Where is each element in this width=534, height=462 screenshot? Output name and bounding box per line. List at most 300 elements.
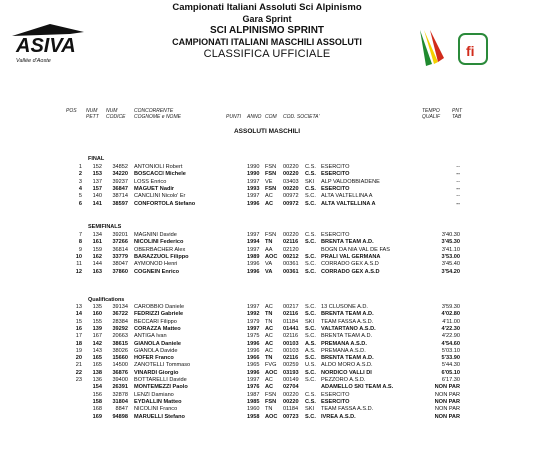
row-code: 39134 bbox=[112, 304, 128, 310]
row-pett: 135 bbox=[92, 304, 102, 310]
row-code: 36814 bbox=[112, 246, 128, 253]
row-time: -- bbox=[456, 185, 460, 192]
table-row bbox=[0, 319, 534, 326]
row-club-code: 00361 bbox=[283, 268, 299, 275]
row-club-code: 02120 bbox=[283, 246, 299, 253]
row-pett: 142 bbox=[92, 340, 102, 347]
row-name: GIANOLA Daniele bbox=[134, 340, 182, 347]
row-club-code: 00212 bbox=[283, 253, 299, 260]
table-row bbox=[0, 311, 534, 318]
row-team: 13 CLUSONE A.D. bbox=[321, 304, 368, 310]
row-name: HOFER Franco bbox=[134, 355, 174, 362]
row-club-code: 00723 bbox=[283, 413, 299, 420]
row-club-type: SKI bbox=[305, 178, 315, 185]
table-row bbox=[0, 414, 534, 421]
table-row bbox=[0, 304, 534, 311]
row-team: BRENTA TEAM A.D. bbox=[321, 333, 373, 340]
row-team: PREMANA A.S.D. bbox=[321, 347, 366, 354]
row-year: 1996 bbox=[247, 340, 260, 347]
row-club-code: 00972 bbox=[283, 200, 299, 207]
group-label: SEMIFINALS bbox=[88, 224, 122, 230]
table-row bbox=[0, 384, 534, 391]
row-year: 1990 bbox=[247, 171, 260, 178]
row-pos: 21 bbox=[75, 362, 82, 369]
row-club-type: C.S. bbox=[305, 398, 316, 405]
row-team: BOGN DA NIA VAL DE FAS bbox=[321, 246, 391, 253]
col-num-codice: NUM CODICE bbox=[106, 108, 126, 120]
row-com: TN bbox=[265, 311, 273, 318]
row-club-type: S.C. bbox=[305, 325, 316, 332]
row-team: ESERCITO bbox=[321, 171, 350, 178]
col-com: COM bbox=[265, 114, 277, 120]
row-club-code: 00220 bbox=[283, 232, 299, 238]
row-time: 4'22.30 bbox=[441, 325, 460, 332]
row-year: 1997 bbox=[247, 178, 260, 185]
row-team: ALDO MORO A.S.D. bbox=[321, 362, 373, 369]
row-time: 5'03.10 bbox=[441, 347, 460, 354]
table-row bbox=[0, 247, 534, 254]
row-time: 4'02.80 bbox=[441, 311, 460, 318]
row-time: 5'33.90 bbox=[441, 355, 460, 362]
row-com: TN bbox=[265, 239, 273, 246]
row-code: 39201 bbox=[112, 232, 128, 238]
row-club-type: C.S. bbox=[305, 391, 316, 398]
row-time: 4'22.90 bbox=[441, 333, 460, 340]
row-year: 1985 bbox=[247, 398, 260, 405]
row-club-code: 03403 bbox=[283, 178, 299, 185]
row-pett: 165 bbox=[92, 362, 102, 369]
row-com: AA bbox=[265, 246, 273, 253]
row-year: 1997 bbox=[247, 325, 260, 332]
row-year: 1997 bbox=[247, 304, 260, 310]
row-team: ESERCITO bbox=[321, 185, 350, 192]
col-cod-societa: COD. SOCIETA' bbox=[283, 114, 320, 120]
row-team: ESERCITO bbox=[321, 164, 350, 170]
header-line3: SCI ALPINISMO SPRINT bbox=[209, 25, 325, 36]
row-year: 1979 bbox=[247, 318, 260, 325]
row-pos: 10 bbox=[75, 253, 82, 260]
row-club-type: S.C. bbox=[305, 333, 316, 340]
row-team: BRENTA TEAM A.D. bbox=[321, 239, 374, 246]
row-code: 8847 bbox=[115, 406, 128, 413]
logo-subtitle: Vallée d'Aoste bbox=[16, 58, 51, 64]
row-pos: 7 bbox=[78, 232, 82, 238]
row-team: NORDICO VALLI DI bbox=[321, 369, 372, 376]
row-com: FSN bbox=[265, 398, 277, 405]
row-com: AOC bbox=[265, 369, 278, 376]
row-year: 1994 bbox=[247, 239, 260, 246]
row-pos: 22 bbox=[75, 369, 82, 376]
row-com: FSN bbox=[265, 391, 277, 398]
table-row bbox=[0, 193, 534, 200]
row-club-code: 02116 bbox=[283, 311, 299, 318]
row-club-type: S.C. bbox=[305, 304, 316, 310]
row-code: 33779 bbox=[112, 253, 128, 260]
row-club-type: S.C. bbox=[305, 377, 316, 383]
row-pett: 155 bbox=[92, 318, 102, 325]
row-name: MARUELLI Stefano bbox=[134, 413, 185, 420]
row-pos: 1 bbox=[78, 164, 82, 170]
row-pos: 11 bbox=[76, 261, 82, 268]
row-club-code: 01441 bbox=[283, 325, 299, 332]
row-time: 4'11.00 bbox=[442, 318, 460, 325]
row-pos: 18 bbox=[75, 340, 82, 347]
row-time: 4'54.60 bbox=[441, 340, 460, 347]
table-row bbox=[0, 341, 534, 348]
row-code: 36722 bbox=[112, 311, 128, 318]
row-club-type: C.S. bbox=[305, 232, 316, 238]
row-com: FSN bbox=[265, 171, 277, 178]
row-club-code: 02116 bbox=[283, 355, 299, 362]
row-pett: 161 bbox=[92, 239, 102, 246]
row-club-type: SKI bbox=[305, 406, 315, 413]
row-name: NICOLINI Franco bbox=[134, 406, 178, 413]
row-pos: 12 bbox=[75, 268, 82, 275]
row-code: 38615 bbox=[112, 340, 128, 347]
row-com: AOC bbox=[265, 253, 278, 260]
row-code: 38597 bbox=[112, 200, 128, 207]
row-club-type: S.C. bbox=[305, 261, 316, 268]
row-year: 1965 bbox=[247, 362, 260, 369]
row-club-type: S.C. bbox=[305, 200, 316, 207]
row-code: 31804 bbox=[112, 398, 128, 405]
row-team: ALP VALDOBBIADENE bbox=[321, 178, 380, 185]
row-code: 38026 bbox=[112, 347, 128, 354]
row-club-code: 02704 bbox=[283, 384, 299, 391]
row-pos: 13 bbox=[75, 304, 82, 310]
row-year: 1997 bbox=[247, 193, 260, 200]
row-time: NON PAR bbox=[434, 406, 460, 413]
row-club-code: 02116 bbox=[283, 333, 299, 340]
logo-brand: ASIVA bbox=[16, 35, 76, 57]
row-club-type: S.C. bbox=[305, 413, 316, 420]
section-title: ASSOLUTI MASCHILI bbox=[233, 128, 301, 135]
row-code: 37860 bbox=[112, 268, 128, 275]
table-row bbox=[0, 362, 534, 369]
row-club-type: S.C. bbox=[305, 355, 316, 362]
row-pett: 157 bbox=[92, 185, 102, 192]
row-code: 38047 bbox=[112, 261, 128, 268]
row-name: GIANOLA Davide bbox=[134, 347, 178, 354]
group-label: Qualifications bbox=[88, 297, 125, 303]
row-year: 1966 bbox=[247, 355, 260, 362]
row-name: VINARDI Giorgio bbox=[134, 369, 179, 376]
row-pett: 162 bbox=[92, 253, 102, 260]
row-pett: 137 bbox=[92, 178, 102, 185]
row-pett: 167 bbox=[92, 333, 102, 340]
row-club-code: 00220 bbox=[283, 164, 299, 170]
col-pnt: PNT TAB bbox=[452, 108, 462, 120]
row-club-code: 00103 bbox=[283, 340, 299, 347]
row-club-type: S.C. bbox=[305, 253, 316, 260]
row-code: 36876 bbox=[112, 369, 128, 376]
col-punti: PUNTI bbox=[226, 114, 241, 120]
header-line2: Gara Sprint bbox=[242, 14, 292, 24]
row-team: TEAM FASSA A.S.D. bbox=[321, 318, 374, 325]
svg-text:fi: fi bbox=[466, 43, 475, 59]
table-row bbox=[0, 326, 534, 333]
row-com: TN bbox=[265, 406, 273, 413]
row-code: 28384 bbox=[112, 318, 128, 325]
row-year: 1997 bbox=[247, 246, 260, 253]
row-team: CORRADO GEX A.S.D bbox=[321, 268, 380, 275]
row-year: 1960 bbox=[247, 406, 260, 413]
row-code: 38714 bbox=[112, 193, 128, 200]
row-com: AC bbox=[265, 377, 273, 383]
row-year: 1987 bbox=[247, 391, 260, 398]
table-row bbox=[0, 254, 534, 261]
row-com: FSN bbox=[265, 185, 277, 192]
row-pett: 136 bbox=[92, 377, 102, 383]
row-name: CORAZZA Matteo bbox=[134, 325, 181, 332]
row-code: 32878 bbox=[112, 391, 128, 398]
row-com: FVG bbox=[265, 362, 277, 369]
row-name: BOTTARELLI Davide bbox=[134, 377, 187, 383]
row-name: MONTEMEZZI Paolo bbox=[134, 384, 188, 391]
row-com: AC bbox=[265, 347, 273, 354]
row-code: 15660 bbox=[112, 355, 128, 362]
row-team: ESERCITO bbox=[321, 398, 350, 405]
row-club-code: 01184 bbox=[283, 318, 299, 325]
table-row bbox=[0, 377, 534, 384]
table-row bbox=[0, 348, 534, 355]
row-name: CAROBBIO Daniele bbox=[134, 304, 185, 310]
row-name: OBERBACHER Alex bbox=[134, 246, 186, 253]
row-pos: 6 bbox=[78, 200, 82, 207]
row-club-type: S.C. bbox=[305, 311, 316, 318]
row-time: 3'59.30 bbox=[441, 304, 460, 310]
row-year: 1997 bbox=[247, 232, 260, 238]
table-row bbox=[0, 201, 534, 208]
table-row bbox=[0, 333, 534, 340]
row-club-type: SKI bbox=[305, 318, 315, 325]
row-pos: 16 bbox=[75, 325, 82, 332]
row-com: VE bbox=[265, 178, 273, 185]
row-team: ESERCITO bbox=[321, 232, 350, 238]
row-com: AC bbox=[265, 200, 274, 207]
row-name: ANTONIOLI Robert bbox=[134, 164, 183, 170]
col-anno: ANNO bbox=[247, 114, 262, 120]
row-time: 6'05.10 bbox=[441, 369, 460, 376]
row-code: 37266 bbox=[112, 239, 128, 246]
row-com: AOC bbox=[265, 413, 278, 420]
row-code: 39237 bbox=[112, 178, 128, 185]
row-team: PREMANA A.S.D. bbox=[321, 340, 367, 347]
row-pos: 17 bbox=[75, 333, 82, 340]
row-team: ALTA VALTELLINA A bbox=[321, 200, 376, 207]
row-com: AC bbox=[265, 333, 273, 340]
row-team: BRENTA TEAM A.D. bbox=[321, 311, 374, 318]
row-pett: 169 bbox=[92, 413, 102, 420]
row-time: 3'54.20 bbox=[441, 268, 460, 275]
row-pett: 140 bbox=[92, 193, 102, 200]
row-name: CANCLINI Nicolo' Er bbox=[134, 193, 186, 200]
row-name: ANTIGA Ivan bbox=[134, 333, 167, 340]
row-code: 39400 bbox=[112, 377, 128, 383]
row-club-code: 00217 bbox=[283, 304, 299, 310]
row-year: 1996 bbox=[247, 347, 260, 354]
row-name: MAGUET Nadir bbox=[134, 185, 175, 192]
row-team: BRENTA TEAM A.D. bbox=[321, 355, 374, 362]
row-time: 3'45.30 bbox=[441, 239, 460, 246]
row-name: COGNEIN Enrico bbox=[134, 268, 180, 275]
row-club-code: 01184 bbox=[283, 406, 299, 413]
table-row bbox=[0, 232, 534, 239]
row-name: FEDRIZZI Gabriele bbox=[134, 311, 184, 318]
row-club-code: 00220 bbox=[283, 391, 299, 398]
row-com: AC bbox=[265, 384, 274, 391]
row-time: 3'45.40 bbox=[441, 261, 460, 268]
table-row bbox=[0, 164, 534, 171]
row-club-code: 00972 bbox=[283, 193, 299, 200]
row-time: 6'17.30 bbox=[441, 377, 460, 383]
row-time: 5'44.30 bbox=[441, 362, 460, 369]
row-time: -- bbox=[456, 164, 460, 170]
row-pos: 4 bbox=[78, 185, 82, 192]
row-name: LOSS Enrico bbox=[134, 178, 167, 185]
header-line4: CAMPIONATI ITALIANI MASCHILI ASSOLUTI bbox=[172, 37, 362, 47]
row-name: MAGNINI Davide bbox=[134, 232, 177, 238]
row-pett: 143 bbox=[92, 347, 102, 354]
row-name: LENZI Damiano bbox=[134, 391, 174, 398]
row-com: FSN bbox=[265, 164, 277, 170]
group-label: FINAL bbox=[88, 156, 105, 162]
row-pett: 160 bbox=[92, 311, 102, 318]
row-name: BOSCACCI Michele bbox=[134, 171, 186, 178]
row-com: VA bbox=[265, 261, 273, 268]
row-com: TN bbox=[265, 318, 273, 325]
row-club-type: A.S. bbox=[305, 347, 316, 354]
row-team: VALTARTANO A.S.D. bbox=[321, 325, 376, 332]
row-pos: 9 bbox=[78, 246, 82, 253]
row-name: EYDALLIN Matteo bbox=[134, 398, 182, 405]
row-year: 1997 bbox=[247, 377, 260, 383]
row-pos: 8 bbox=[78, 239, 82, 246]
row-time: -- bbox=[456, 178, 460, 185]
row-year: 1976 bbox=[247, 384, 260, 391]
row-code: 34220 bbox=[112, 171, 128, 178]
row-club-type: C.S. bbox=[305, 164, 316, 170]
row-pett: 153 bbox=[92, 171, 102, 178]
col-concorrente: CONCORRENTE COGNOME e NOME bbox=[134, 108, 181, 120]
table-row bbox=[0, 179, 534, 186]
row-pett: 138 bbox=[92, 369, 102, 376]
row-year: 1958 bbox=[247, 413, 260, 420]
row-time: -- bbox=[456, 171, 460, 178]
row-club-code: 00361 bbox=[283, 261, 299, 268]
row-club-code: 00259 bbox=[283, 362, 299, 369]
row-time: 3'53.00 bbox=[441, 253, 460, 260]
row-pos: 3 bbox=[78, 178, 82, 185]
row-team: CORRADO GEX A.S.D bbox=[321, 261, 379, 268]
row-club-type: S.C. bbox=[305, 268, 316, 275]
row-time: -- bbox=[456, 193, 460, 200]
row-team: PEZZORO A.S.D. bbox=[321, 377, 366, 383]
row-year: 1975 bbox=[247, 333, 260, 340]
row-com: TN bbox=[265, 355, 273, 362]
row-pos: 15 bbox=[75, 318, 82, 325]
row-pett: 134 bbox=[92, 232, 102, 238]
table-row bbox=[0, 261, 534, 268]
row-pett: 144 bbox=[92, 261, 102, 268]
table-row bbox=[0, 269, 534, 276]
row-club-code: 00149 bbox=[283, 377, 299, 383]
table-row bbox=[0, 239, 534, 246]
row-club-type: A.S. bbox=[305, 340, 316, 347]
row-team: TEAM FASSA A.S.D. bbox=[321, 406, 374, 413]
table-row bbox=[0, 186, 534, 193]
row-pos: 2 bbox=[78, 171, 82, 178]
row-com: FSN bbox=[265, 232, 277, 238]
row-club-type: S.C. bbox=[305, 193, 316, 200]
row-club-code: 00220 bbox=[283, 398, 299, 405]
row-pos: 20 bbox=[75, 355, 82, 362]
row-year: 1996 bbox=[247, 200, 260, 207]
row-com: AC bbox=[265, 193, 273, 200]
row-time: -- bbox=[456, 200, 460, 207]
row-com: AC bbox=[265, 340, 274, 347]
table-row bbox=[0, 399, 534, 406]
col-num-pett: NUM PETT bbox=[86, 108, 99, 120]
row-year: 1996 bbox=[247, 268, 260, 275]
row-code: 14500 bbox=[112, 362, 128, 369]
row-name: ZANOTELLI Tommaso bbox=[134, 362, 191, 369]
row-club-type: S.C. bbox=[305, 369, 316, 376]
row-com: VA bbox=[265, 268, 273, 275]
header-line1: Campionati Italiani Assoluti Sci Alpinismo bbox=[172, 2, 362, 13]
row-team: IVREA A.S.D. bbox=[321, 413, 356, 420]
row-club-code: 03193 bbox=[283, 369, 299, 376]
row-com: AC bbox=[265, 304, 273, 310]
row-year: 1993 bbox=[247, 185, 260, 192]
row-club-code: 00220 bbox=[283, 171, 299, 178]
row-code: 20663 bbox=[112, 333, 128, 340]
row-year: 1992 bbox=[247, 311, 260, 318]
row-team: ESERCITO bbox=[321, 391, 350, 398]
row-time: 3'40.30 bbox=[441, 232, 460, 238]
row-club-code: 02116 bbox=[283, 239, 299, 246]
row-year: 1990 bbox=[247, 164, 260, 170]
table-row bbox=[0, 406, 534, 413]
row-pett: 139 bbox=[92, 325, 102, 332]
row-club-type: C.S. bbox=[305, 171, 316, 178]
row-year: 1989 bbox=[247, 253, 260, 260]
row-code: 36847 bbox=[112, 185, 128, 192]
row-name: AYMONOD Henri bbox=[134, 261, 178, 268]
row-pett: 158 bbox=[92, 398, 102, 405]
row-code: 34852 bbox=[112, 164, 128, 170]
row-pett: 156 bbox=[92, 391, 102, 398]
row-name: CONFORTOLA Stefano bbox=[134, 200, 196, 207]
row-year: 1996 bbox=[247, 261, 260, 268]
row-pos: 5 bbox=[78, 193, 82, 200]
row-com: AC bbox=[265, 325, 274, 332]
row-code: 94898 bbox=[112, 413, 128, 420]
row-pett: 159 bbox=[92, 246, 102, 253]
row-club-type: C.S. bbox=[305, 185, 316, 192]
row-club-type: U.S. bbox=[305, 362, 316, 369]
col-tempo: TEMPO QUALIF bbox=[422, 108, 441, 120]
row-pett: 141 bbox=[92, 200, 102, 207]
row-time: NON PAR bbox=[434, 413, 460, 420]
table-row bbox=[0, 171, 534, 178]
row-pett: 165 bbox=[92, 355, 102, 362]
row-pos: 23 bbox=[75, 377, 82, 383]
row-pett: 168 bbox=[92, 406, 102, 413]
row-time: 3'41.10 bbox=[441, 246, 460, 253]
row-name: NICOLINI Federico bbox=[134, 239, 184, 246]
row-time: NON PAR bbox=[434, 398, 460, 405]
